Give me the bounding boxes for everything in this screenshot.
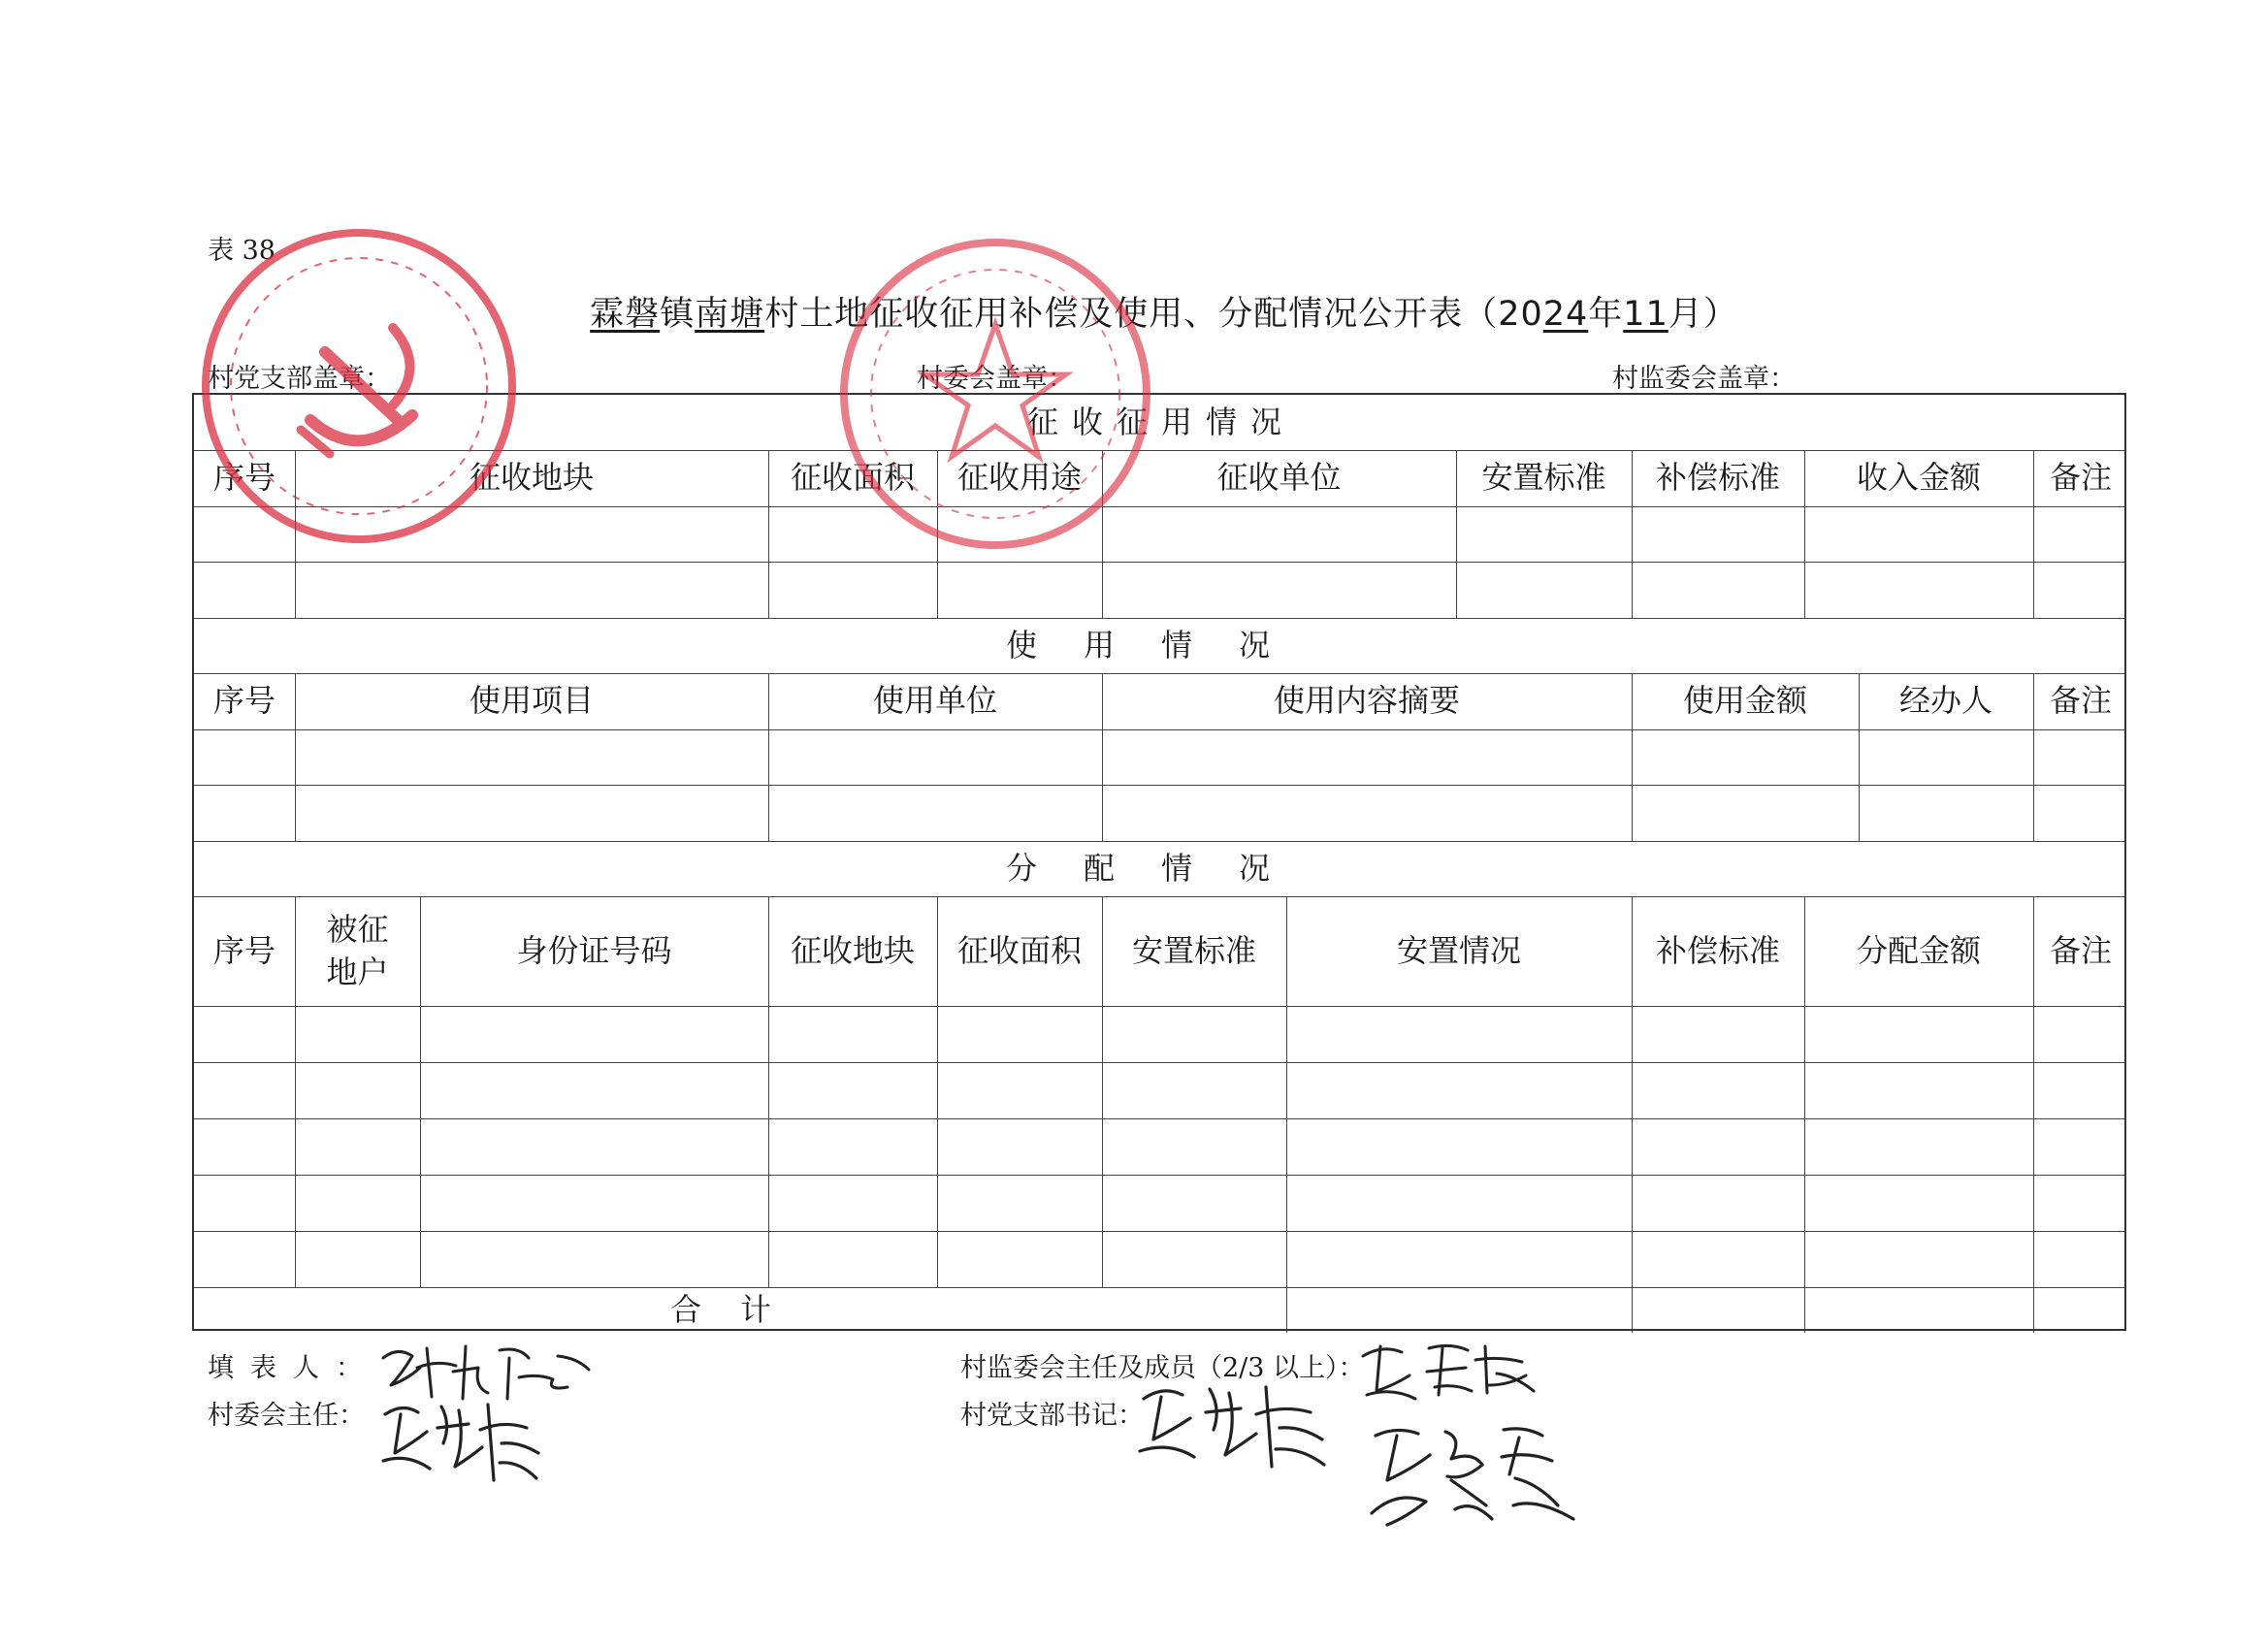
usage-header-6: 备注: [2049, 682, 2112, 720]
distribution-header-2: 身份证号码: [516, 931, 672, 969]
form-filler-label: 填表人：: [208, 1353, 378, 1383]
distribution-header-8: 分配金额: [1856, 931, 1981, 969]
usage-row-rule-1: [194, 785, 2124, 786]
party-branch-seal-label: 村党支部盖章：: [208, 364, 391, 394]
title-town-name: 霖磐: [590, 295, 661, 334]
usage-section-title: 使用情况: [1005, 626, 1316, 663]
usage-header-2: 使用单位: [872, 682, 997, 720]
distribution-col-rule-5: [1286, 896, 1287, 1333]
acquisition-header-5: 安置标准: [1481, 459, 1606, 497]
acquisition-col-rule-7: [2033, 450, 2034, 618]
acquisition-section-title: 征收征用情况: [1026, 403, 1295, 440]
distribution-header-1: 被征 地户: [326, 911, 389, 990]
village-director-label: 村委会主任：: [208, 1401, 365, 1431]
acquisition-col-rule-1: [768, 450, 769, 618]
distribution-header-4: 征收面积: [956, 931, 1082, 969]
distribution-col-rule-7: [1804, 896, 1805, 1333]
usage-header-4: 使用金额: [1682, 682, 1807, 720]
usage-col-rule-3: [1632, 673, 1633, 841]
distribution-row-rule-0: [194, 1006, 2124, 1007]
distribution-col-rule-2: [768, 896, 769, 1287]
acquisition-row-rule-1: [194, 562, 2124, 563]
distribution-section-title: 分配情况: [1005, 849, 1316, 887]
usage-col-rule-2: [1102, 673, 1103, 841]
title-village-name: 南塘: [695, 295, 765, 334]
village-committee-seal-label: 村委会盖章：: [917, 364, 1074, 394]
party-branch-seal-stamp: [194, 221, 524, 551]
distribution-row-rule-4: [194, 1231, 2124, 1232]
acquisition-col-rule-5: [1632, 450, 1633, 618]
distribution-header-3: 征收地块: [790, 931, 915, 969]
usage-col-rule-4: [1859, 673, 1860, 841]
distribution-row-rule-3: [194, 1175, 2124, 1176]
village-director-signature: [373, 1385, 548, 1492]
title-town-suffix: 镇: [660, 295, 696, 334]
usage-header-0: 序号: [212, 682, 275, 720]
acquisition-header-8: 备注: [2049, 459, 2112, 497]
acquisition-header-1: 征收地块: [469, 459, 594, 497]
distribution-col-rule-8: [2033, 896, 2034, 1333]
party-secretary-signature: [1130, 1366, 1344, 1472]
title-year-suffix: 年: [1588, 295, 1624, 334]
distribution-col-rule-1: [420, 896, 421, 1287]
title-month-suffix: 月）: [1668, 295, 1738, 334]
supervision-members-label: 村监委会主任及成员（2/3 以上）：: [960, 1353, 1365, 1383]
usage-header-5: 经办人: [1898, 682, 1993, 720]
supervision-committee-seal-label: 村监委会盖章：: [1612, 364, 1796, 394]
acquisition-col-rule-4: [1456, 450, 1457, 618]
distribution-header-5: 安置标准: [1131, 931, 1256, 969]
distribution-row-rule-1: [194, 1062, 2124, 1063]
table-number: 表 38: [208, 236, 275, 266]
distribution-header-0: 序号: [212, 931, 275, 969]
acquisition-header-6: 补偿标准: [1655, 459, 1780, 497]
distribution-header-9: 备注: [2049, 931, 2112, 969]
distribution-row-rule-2: [194, 1118, 2124, 1119]
acquisition-header-7: 收入金额: [1856, 459, 1981, 497]
party-secretary-label: 村党支部书记：: [960, 1401, 1144, 1431]
acquisition-header-0: 序号: [212, 459, 275, 497]
usage-col-rule-5: [2033, 673, 2034, 841]
usage-header-3: 使用内容摘要: [1273, 682, 1460, 720]
acquisition-header-4: 征收单位: [1216, 459, 1342, 497]
acquisition-header-2: 征收面积: [790, 459, 915, 497]
total-label: 合计: [669, 1290, 810, 1328]
usage-header-1: 使用项目: [469, 682, 594, 720]
distribution-col-rule-0: [295, 896, 296, 1287]
distribution-header-7: 补偿标准: [1655, 931, 1780, 969]
distribution-col-rule-3: [937, 896, 938, 1287]
supervision-members-signature: [1353, 1327, 1547, 1405]
distribution-col-rule-4: [1102, 896, 1103, 1287]
acquisition-col-rule-6: [1804, 450, 1805, 618]
title-year-blank: 24: [1542, 295, 1589, 334]
usage-col-rule-1: [768, 673, 769, 841]
title-month-blank: 11: [1623, 295, 1669, 334]
usage-col-rule-0: [295, 673, 296, 841]
village-committee-seal-stamp: [830, 229, 1160, 559]
title-main-text: 村土地征收征用补偿及使用、分配情况公开表（20: [764, 295, 1543, 334]
acquisition-header-3: 征收用途: [956, 459, 1082, 497]
supervision-member-two-signature: [1358, 1412, 1581, 1529]
distribution-header-6: 安置情况: [1396, 931, 1521, 969]
usage-row-rule-0: [194, 729, 2124, 730]
distribution-col-rule-6: [1632, 896, 1633, 1333]
